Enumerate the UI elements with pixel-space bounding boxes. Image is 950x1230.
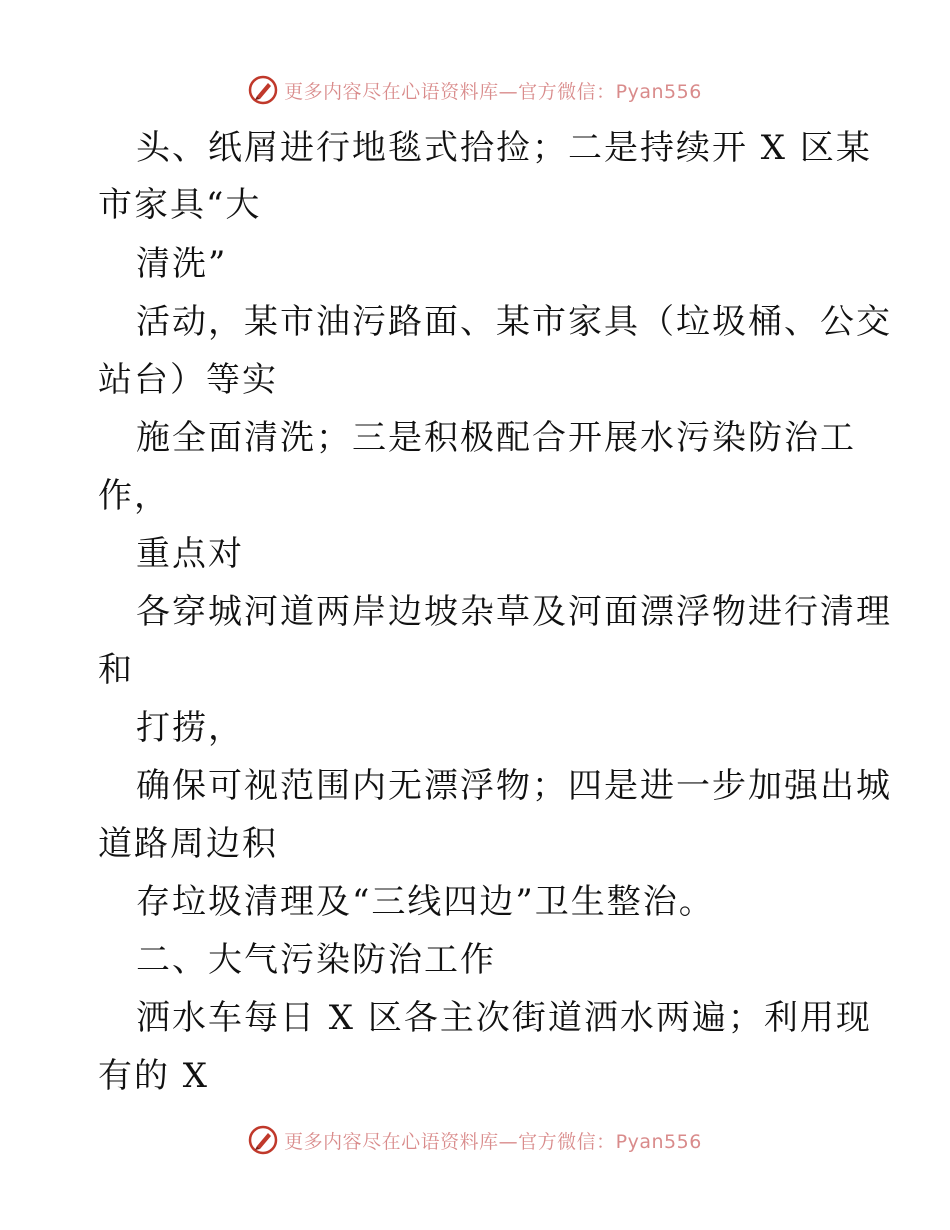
watermark-text: 更多内容尽在心语资料库—官方微信：Pyan556 [284, 80, 702, 103]
text-line: 市家具“大 [98, 185, 262, 225]
text-line: 打捞， [136, 708, 244, 748]
text-line: 活动，某市油污路面、某市家具（垃圾桶、公交 [136, 302, 892, 342]
text-line: 道路周边积 [98, 824, 278, 864]
text-line: 确保可视范围内无漂浮物；四是进一步加强出城 [136, 766, 892, 806]
pen-logo-icon [248, 75, 278, 105]
watermark-text: 更多内容尽在心语资料库—官方微信：Pyan556 [284, 1130, 702, 1153]
text-line: 施全面清洗；三是积极配合开展水污染防治工 [136, 418, 856, 458]
text-line: 重点对 [136, 534, 244, 574]
text-line: 清洗” [136, 244, 228, 284]
text-line: 有的 X [98, 1056, 210, 1096]
text-line: 各穿城河道两岸边坡杂草及河面漂浮物进行清理 [136, 592, 892, 632]
text-line: 作， [98, 476, 170, 516]
section-heading: 二、大气污染防治工作 [136, 940, 496, 980]
text-line: 存垃圾清理及“三线四边”卫生整治。 [136, 882, 715, 922]
text-line: 头、纸屑进行地毯式拾捡；二是持续开 X 区某 [136, 128, 872, 168]
text-line: 洒水车每日 X 区各主次街道洒水两遍；利用现 [136, 998, 872, 1038]
footer-watermark [0, 1120, 950, 1160]
text-line: 和 [98, 650, 134, 690]
header-watermark [0, 70, 950, 110]
pen-logo-icon [248, 1125, 278, 1155]
text-line: 站台）等实 [98, 360, 278, 400]
